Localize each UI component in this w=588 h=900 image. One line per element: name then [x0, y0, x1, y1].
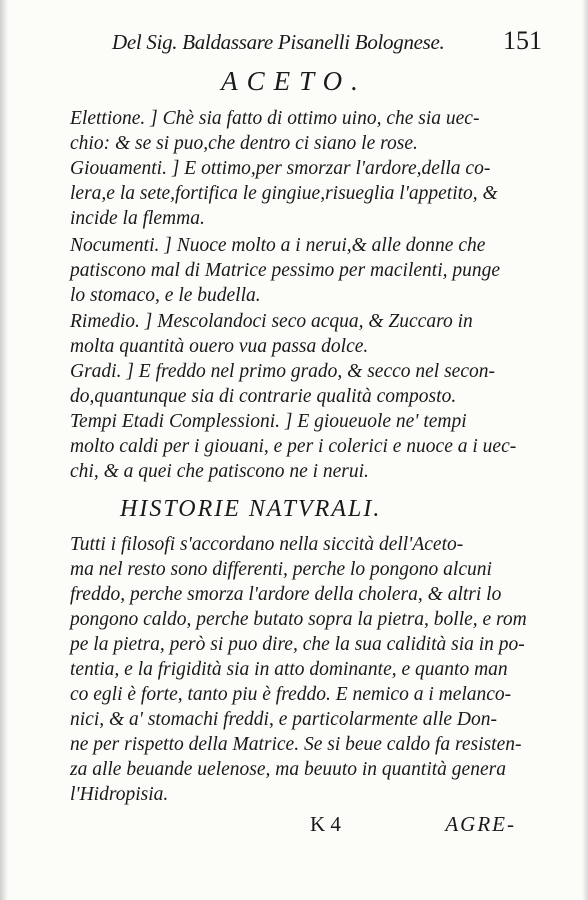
signature-mark: K 4	[310, 812, 341, 836]
text-line: freddo, perche smorza l'ardore della cholera, & altri lo	[70, 584, 502, 605]
page-edge-shadow	[582, 0, 588, 900]
text-line: chi, & a quei che patiscono ne i nerui.	[70, 461, 369, 482]
page-footer	[310, 812, 540, 842]
page-number: 151	[503, 26, 542, 55]
page-gutter-shadow	[0, 0, 8, 900]
page-header	[112, 24, 542, 58]
text-line: co egli è forte, tanto piu è freddo. E nemico a i melanco-	[70, 684, 512, 705]
text-line: Giouamenti. ] E ottimo,per smorzar l'ardore,della co-	[70, 158, 491, 179]
text-line: Rimedio. ] Mescolandoci seco acqua, & Zuccaro in	[70, 311, 473, 332]
text-line: Tutti i filosofi s'accordano nella siccità dell'Aceto-	[70, 534, 464, 555]
text-line: Elettione. ] Chè sia fatto di ottimo uino, che sia uec-	[70, 108, 480, 129]
text-line: chio: & se si puo,che dentro ci siano le rose.	[70, 133, 418, 154]
text-line: patiscono mal di Matrice pessimo per macilenti, punge	[70, 260, 501, 281]
text-line: l'Hidropisia.	[70, 784, 169, 805]
text-line: ne per rispetto della Matrice. Se si beue caldo fa resisten-	[70, 734, 522, 755]
catchword: AGRE-	[445, 812, 516, 836]
text-line: nici, & a' stomachi freddi, e particolarmente alle Don-	[70, 709, 497, 730]
section-title: HISTORIE NATVRALI.	[120, 496, 382, 522]
text-line: Tempi Etadi Complessioni. ] E gioueuole ne' tempi	[70, 411, 467, 432]
page-title: ACETO.	[221, 66, 367, 96]
text-line: molto caldi per i giouani, e per i colerici e nuoce a i uec-	[70, 436, 517, 457]
text-line: tentia, e la frigidità sia in atto dominante, e quanto man	[70, 659, 508, 680]
text-line: molta quantità ouero vua passa dolce.	[70, 336, 369, 357]
text-line: lo stomaco, e le budella.	[70, 285, 261, 306]
text-line: incide la flemma.	[70, 208, 205, 229]
text-line: ma nel resto sono differenti, perche lo pongono alcuni	[70, 559, 492, 580]
text-line: do,quantunque sia di contrarie qualità composto.	[70, 386, 457, 407]
text-line: pe la pietra, però si puo dire, che la sua calidità sia in po-	[70, 634, 525, 655]
text-line: lera,e la sete,fortifica le gingiue,risueglia l'appetito, &	[70, 183, 498, 204]
text-line: pongono caldo, perche butato sopra la pietra, bolle, e rom	[70, 609, 527, 630]
text-line: Gradi. ] E freddo nel primo grado, & secco nel secon-	[70, 361, 495, 382]
text-line: za alle beuande uelenose, ma beuuto in quantità genera	[70, 759, 506, 780]
text-line: Nocumenti. ] Nuoce molto a i nerui,& alle donne che	[70, 235, 486, 256]
running-head: Del Sig. Baldassare Pisanelli Bolognese.	[112, 30, 445, 54]
